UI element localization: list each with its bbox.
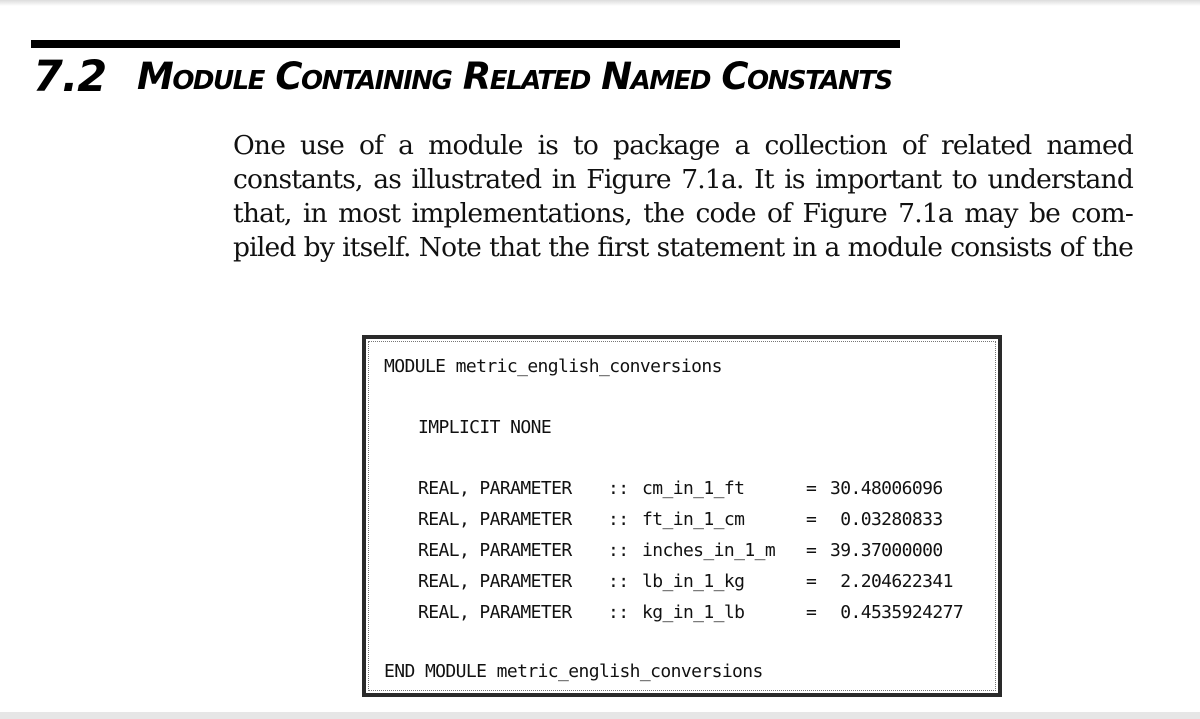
param-name: cm_in_1_ft	[642, 478, 745, 499]
paragraph-line: piled by itself. Note that the first statement in a module consists of the	[233, 232, 1133, 263]
parameter-row	[418, 597, 998, 628]
param-type: REAL, PARAMETER	[418, 571, 572, 592]
param-separator: ::	[608, 509, 629, 530]
param-value: 0.03280833	[830, 509, 943, 530]
page-bottom-edge	[0, 712, 1200, 719]
param-equals: =	[806, 602, 817, 623]
param-value: 2.204622341	[830, 571, 953, 592]
parameter-row	[418, 473, 998, 504]
paragraph-line: that, in most implementations, the code of Figure 7.1a may be com-	[233, 198, 1133, 229]
section-title: Module Containing Related Named Constants	[137, 55, 892, 98]
param-value: 0.4535924277	[830, 602, 964, 623]
parameter-row	[418, 504, 998, 535]
param-value: 39.37000000	[830, 540, 943, 561]
param-name: inches_in_1_m	[642, 540, 776, 561]
param-equals: =	[806, 478, 817, 499]
param-type: REAL, PARAMETER	[418, 540, 572, 561]
param-value: 30.48006096	[830, 478, 943, 499]
paragraph-line: constants, as illustrated in Figure 7.1a. It is important to understand	[233, 164, 1133, 195]
section-rule	[31, 40, 900, 48]
code-listing-box	[362, 335, 1002, 697]
parameter-row	[418, 535, 998, 566]
param-type: REAL, PARAMETER	[418, 602, 572, 623]
param-name: kg_in_1_lb	[642, 602, 745, 623]
parameter-row	[418, 566, 998, 597]
param-separator: ::	[608, 540, 629, 561]
param-equals: =	[806, 540, 817, 561]
body-paragraph	[233, 129, 1133, 265]
code-module-line: MODULE metric_english_conversions	[384, 356, 722, 377]
param-equals: =	[806, 571, 817, 592]
paragraph-line: One use of a module is to package a collection of related named	[233, 130, 1133, 161]
code-implicit-line: IMPLICIT NONE	[418, 417, 552, 438]
param-separator: ::	[608, 571, 629, 592]
section-number: 7.2	[33, 52, 107, 102]
param-type: REAL, PARAMETER	[418, 509, 572, 530]
param-separator: ::	[608, 602, 629, 623]
code-end-line: END MODULE metric_english_conversions	[384, 661, 763, 682]
param-name: ft_in_1_cm	[642, 509, 745, 530]
param-equals: =	[806, 509, 817, 530]
param-type: REAL, PARAMETER	[418, 478, 572, 499]
param-separator: ::	[608, 478, 629, 499]
page-top-edge	[0, 0, 1200, 6]
param-name: lb_in_1_kg	[642, 571, 745, 592]
